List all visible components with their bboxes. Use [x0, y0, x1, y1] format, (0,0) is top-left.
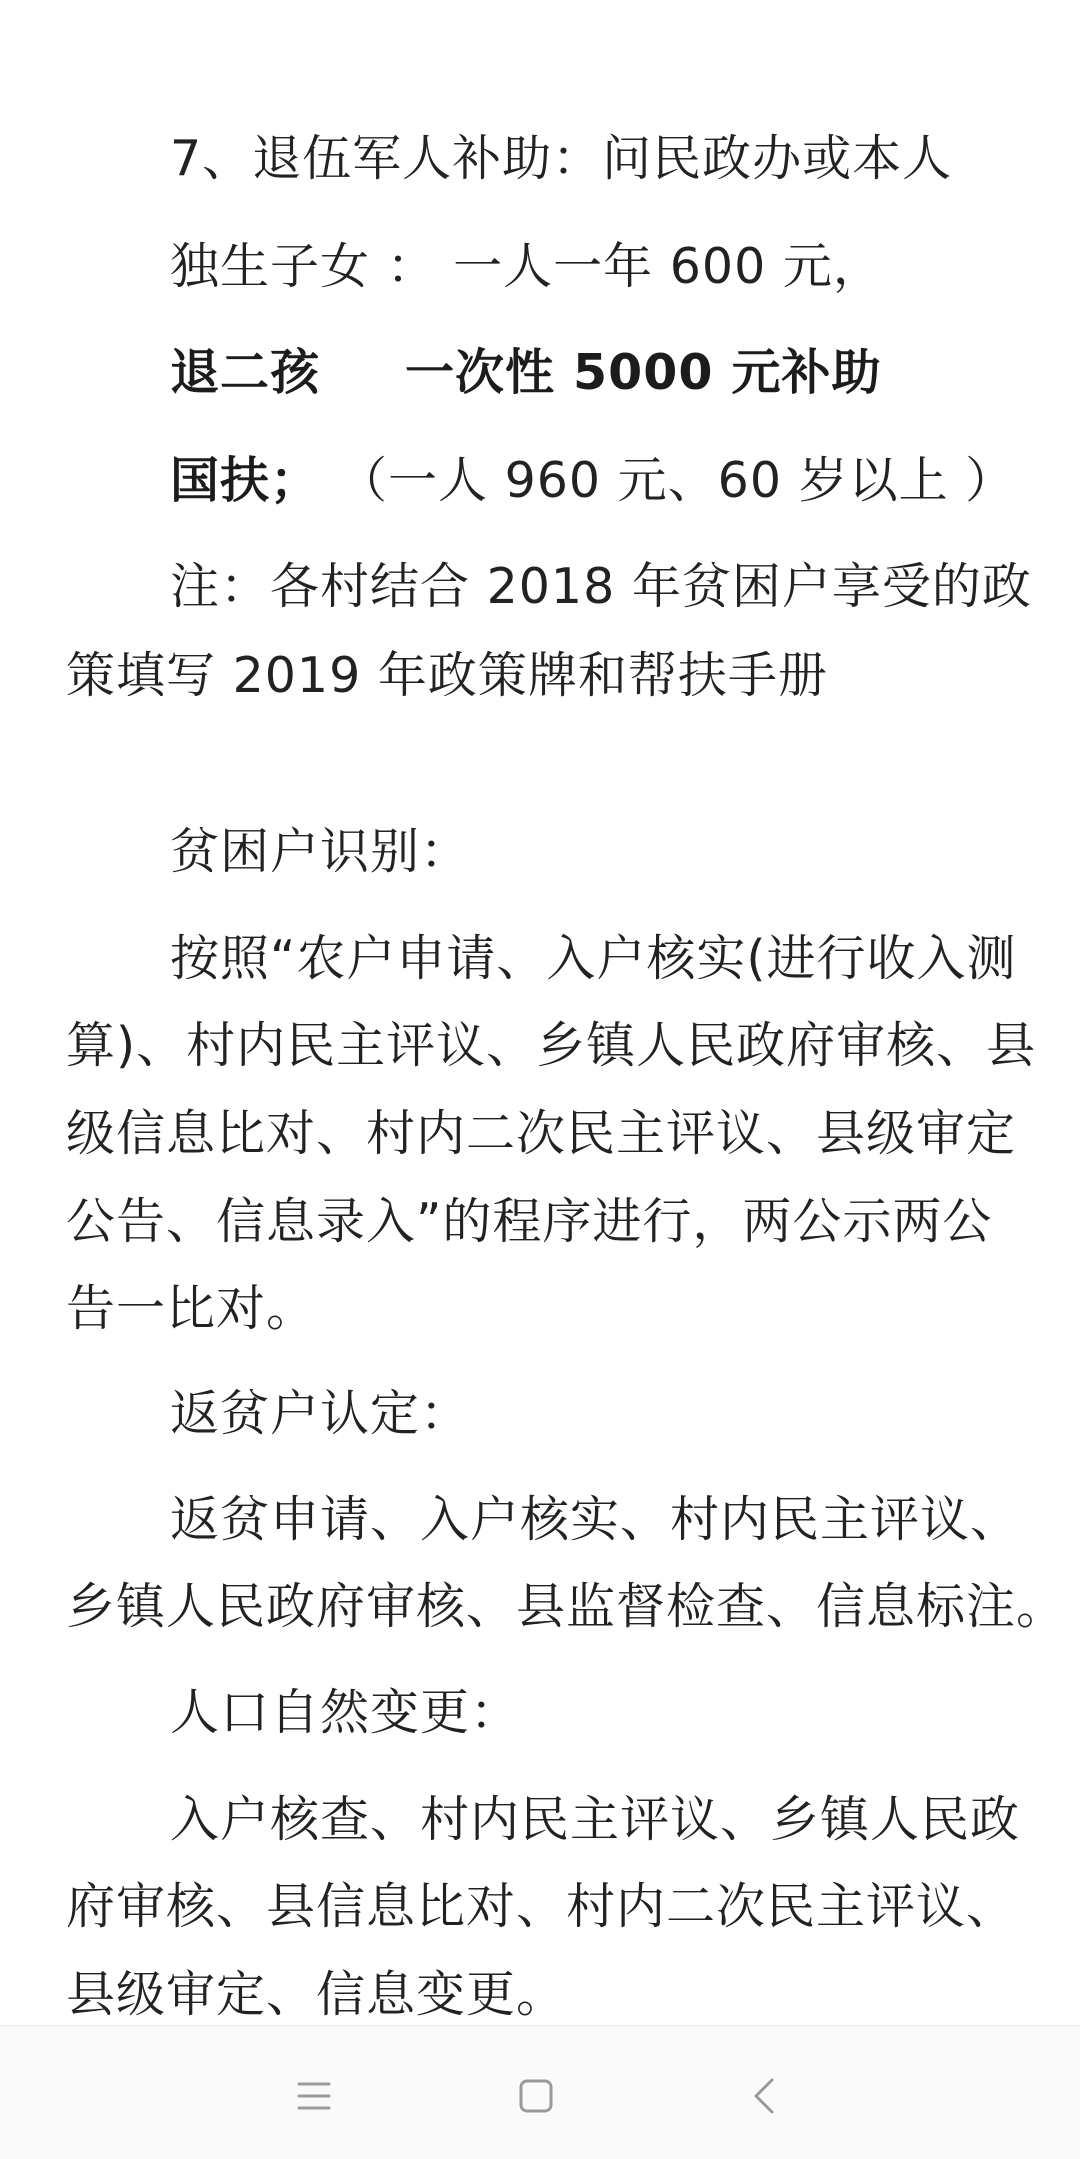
- bold-text-line: 退二孩: [170, 344, 321, 401]
- text-line: 7、退伍军人补助：问民政办或本人: [170, 130, 953, 187]
- text-line: 算)、村内民主评议、乡镇人民政府审核、县: [66, 1017, 1037, 1074]
- text-line: 独生子女 ： 一人一年 600 元，: [170, 238, 883, 295]
- bold-text-line: 一次性 5000 元补助: [405, 344, 882, 401]
- chevron-left-back-icon: [752, 2077, 776, 2115]
- text-line: 按照“农户申请、入户核实(进行收入测: [170, 930, 1017, 987]
- text-line: 告一比对。: [66, 1280, 317, 1337]
- bold-text-line: 国扶；: [170, 452, 321, 509]
- navigation-bar: [0, 2025, 1080, 2159]
- section-heading: 返贫户认定：: [170, 1385, 471, 1442]
- text-line: 乡镇人民政府审核、县监督检查、信息标注。: [66, 1578, 1067, 1635]
- text-line: （一人 960 元、60 岁以上 ）: [338, 452, 1016, 509]
- text-line: 返贫申请、入户核实、村内民主评议、: [170, 1491, 1021, 1548]
- square-home-icon: [519, 2079, 553, 2113]
- text-line: 注：各村结合 2018 年贫困户享受的政: [170, 558, 1032, 615]
- section-heading: 贫困户识别：: [170, 823, 471, 880]
- text-line: 策填写 2019 年政策牌和帮扶手册: [66, 647, 828, 704]
- home-button[interactable]: [496, 2056, 576, 2136]
- text-line: 入户核查、村内民主评议、乡镇人民政: [170, 1791, 1021, 1848]
- back-button[interactable]: [724, 2056, 804, 2136]
- menu-button[interactable]: [274, 2056, 354, 2136]
- menu-lines-icon: [297, 2081, 331, 2111]
- text-line: 级信息比对、村内二次民主评议、县级审定: [66, 1105, 1017, 1162]
- text-line: 县级审定、信息变更。: [66, 1966, 567, 2023]
- text-line: 公告、信息录入”的程序进行，两公示两公: [66, 1193, 993, 1250]
- text-line: 府审核、县信息比对、村内二次民主评议、: [66, 1878, 1017, 1935]
- section-heading: 人口自然变更：: [170, 1684, 521, 1741]
